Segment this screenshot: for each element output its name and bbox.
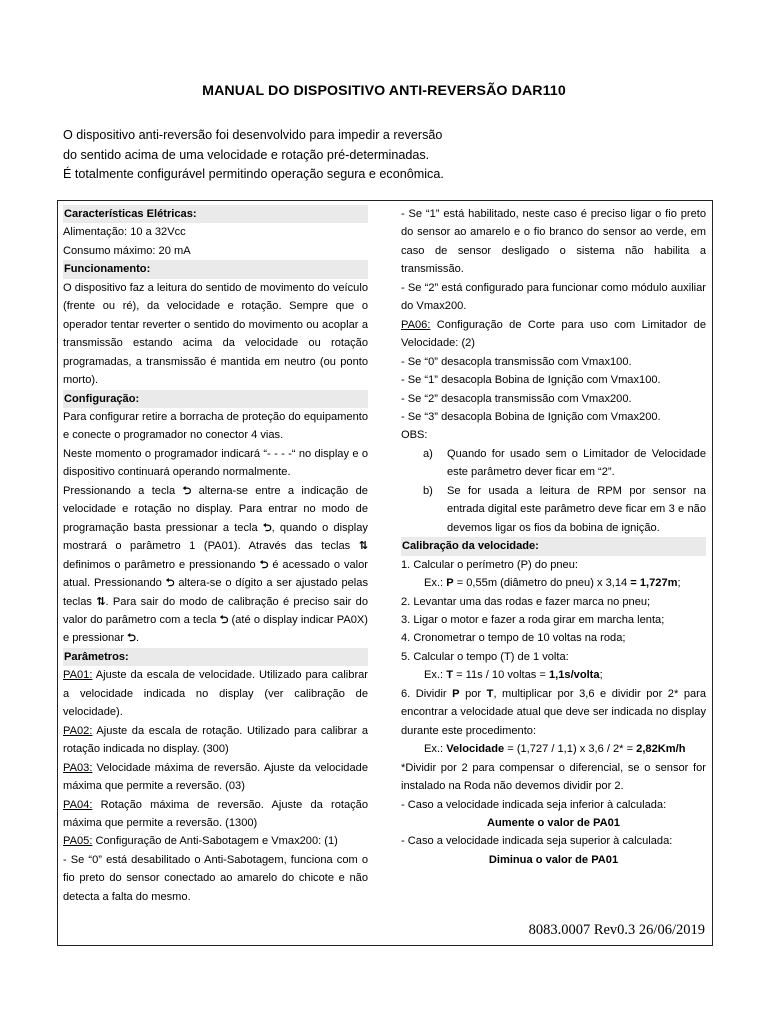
enter-key-icon: ⮌ <box>182 483 192 497</box>
section-header-eletricas: Características Elétricas: <box>63 205 368 223</box>
up-down-keys-icon: ⇅ <box>358 539 368 553</box>
example-text: P <box>446 577 454 590</box>
enter-key-icon: ⮌ <box>262 520 272 534</box>
param-pa02 <box>63 722 368 759</box>
funcionamento-text: O dispositivo faz a leitura do sentido de movimento do veículo (frente ou ré), da velocidade e rotação. Sempre que o operador tentar reverter o sentido do movimento ou acoplar a transmissão estando acima da velocidade ou rotação programadas, a transmissão é mantida em neutro (ou ponto morto). <box>63 281 368 387</box>
param-text: Velocidade máxima de reversão. Ajuste da velocidade máxima que permite a reversão. (03) <box>63 761 368 793</box>
enter-key-icon: ⮌ <box>165 576 175 590</box>
calibration-step-5: 5. Calcular o tempo (T) de 1 volta: <box>401 650 569 663</box>
config-paragraph-1: Para configurar retire a borracha de proteção do equipamento e conecte o programador no conector 4 vias. <box>63 410 368 442</box>
pa06-option: - Se “0” desacopla transmissão com Vmax100. <box>401 355 632 368</box>
left-column <box>63 205 368 906</box>
config-paragraph-2: Neste momento o programador indicará “- - - -“ no display e o dispositivo continuará operando normalmente. <box>63 447 368 479</box>
up-down-keys-icon: ⇅ <box>96 594 106 608</box>
intro-line: É totalmente configurável permitindo operação segura e econômica. <box>63 167 444 181</box>
example-text: Velocidade <box>446 743 505 756</box>
spec-alimentacao: Alimentação: 10 a 32Vcc <box>63 226 186 239</box>
divide-note: *Dividir por 2 para compensar o diferencial, se o sensor for instalado na Roda não devemos dividir por 2. <box>401 761 706 793</box>
param-pa03 <box>63 759 368 796</box>
param-pa01 <box>63 666 368 721</box>
example-result: = 1,727m <box>630 577 678 590</box>
case-lower: - Caso a velocidade indicada seja inferior à calculada: <box>401 798 667 811</box>
calibration-step-1: 1. Calcular o perímetro (P) do pneu: <box>401 558 578 571</box>
enter-key-icon: ⮌ <box>127 631 136 645</box>
enter-key-icon: ⮌ <box>259 557 269 571</box>
pa06-option: - Se “1” desacopla Bobina de Ignição com Vmax100. <box>401 374 661 387</box>
action-increase-pa01: Aumente o valor de PA01 <box>487 816 620 829</box>
param-label: PA04: <box>63 798 93 811</box>
calibration-step-3: 3. Ligar o motor e fazer a roda girar em marcha lenta; <box>401 613 665 626</box>
intro-line: O dispositivo anti-reversão foi desenvolvido para impedir a reversão <box>63 128 443 142</box>
example-text: ; <box>677 577 681 590</box>
obs-item-text: Se for usada a leitura de RPM por sensor na entrada digital este parâmetro deve ficar em 3 e não devemos ligar os fios da bobina de ignição. <box>447 484 706 534</box>
section-header-configuracao: Configuração: <box>63 390 368 408</box>
config-text: (até o display indicar PA0X) e pressionar <box>63 613 368 645</box>
example-text: = 11s / 10 voltas = <box>452 669 549 682</box>
example-text: Ex.: <box>424 669 447 682</box>
intro-line: do sentido acima de uma velocidade e rotação pré-determinadas. <box>63 147 430 162</box>
pa06-option: - Se “2” desacopla transmissão com Vmax200. <box>401 392 632 405</box>
section-header-funcionamento: Funcionamento: <box>63 260 368 278</box>
pa06-option: - Se “3” desacopla Bobina de Ignição com Vmax200. <box>401 410 661 423</box>
param-label: PA03: <box>63 761 93 774</box>
param-pa06 <box>401 316 706 353</box>
intro-paragraph <box>63 126 503 185</box>
param-text: Ajuste da escala de rotação. Utilizado para calibrar a rotação indicada no display. (300) <box>63 724 368 756</box>
param-label: PA05: <box>63 835 93 848</box>
param-text: Configuração de Corte para uso com Limitador de Velocidade: (2) <box>401 318 706 350</box>
calibration-step-4: 4. Cronometrar o tempo de 10 voltas na roda; <box>401 632 626 645</box>
calibration-step-2: 2. Levantar uma das rodas e fazer marca no pneu; <box>401 595 651 608</box>
param-text: Configuração de Anti-Sabotagem e Vmax200: (1) <box>92 835 338 848</box>
config-text: . Para sair do modo de calibração é preciso sair do valor do parâmetro com a tecla <box>63 595 369 626</box>
example-text: T <box>446 669 453 682</box>
obs-item-text: Quando for usado sem o Limitador de Velocidade este parâmetro dever ficar em “2”. <box>447 447 706 479</box>
example-text: ; <box>599 669 603 682</box>
step-text: T <box>486 687 494 700</box>
example-result: 1,1s/volta <box>548 669 600 682</box>
example-text: = 0,55m (diâmetro do pneu) x 3,14 <box>453 577 631 590</box>
spec-consumo: Consumo máximo: 20 mA <box>63 244 191 257</box>
example-speed <box>401 740 706 758</box>
example-result: 2,82Km/h <box>636 743 686 756</box>
obs-label: OBS: <box>401 429 428 442</box>
config-paragraph-3 <box>63 482 368 648</box>
config-text: altera-se o dígito a ser ajustado pelas teclas <box>63 577 368 608</box>
param-text: Rotação máxima de reversão. Ajuste da rotação máxima que permite a reversão. (1300) <box>63 798 368 829</box>
section-header-parametros: Parâmetros: <box>63 648 368 666</box>
case-higher: - Caso a velocidade indicada seja superior à calculada: <box>401 835 673 848</box>
config-text: definimos o parâmetro e pressionando <box>63 558 260 571</box>
config-text: alterna-se entre a indicação de velocidade e rotação no display. Para entrar no modo de programação basta pressionar a tecla <box>63 484 368 534</box>
step-text: , multiplicar por 3,6 e dividir por 2* para encontrar a velocidade atual que deve ser indicada no display durante este procedimento: <box>401 687 707 737</box>
step-text: 6. Dividir <box>401 687 453 700</box>
obs-item-marker: b) <box>423 484 433 497</box>
example-text: Ex.: <box>424 743 447 756</box>
config-text: é acessado o valor atual. Pressionando <box>63 558 368 590</box>
right-column <box>401 205 706 869</box>
example-text: Ex.: <box>424 577 447 590</box>
example-perimeter <box>401 574 706 592</box>
step-text: por <box>459 687 487 700</box>
param-text: Ajuste da escala de velocidade. Utilizado para calibrar a velocidade indicada no display (ver calibração de velocidade). <box>63 669 368 719</box>
example-time <box>401 666 706 684</box>
config-text: , quando o display mostrará o parâmetro 1 (PA01). Através das teclas <box>63 521 368 553</box>
param-pa05-option-1: - Se “1” está habilitado, neste caso é preciso ligar o fio preto do sensor ao amarelo e o fio branco do sensor ao verde, em caso de sensor desligado o sistema não habilita a transmissão. <box>401 208 706 276</box>
step-text: P <box>452 687 460 700</box>
obs-item-a <box>401 445 706 482</box>
param-pa05-option-0: - Se “0” está desabilitado o Anti-Sabotagem, funciona com o fio preto do sensor conectado ao amarelo do chicote e não detecta a falta do mesmo. <box>63 853 368 903</box>
param-pa05 <box>63 832 368 850</box>
action-decrease-pa01: Diminua o valor de PA01 <box>488 853 619 866</box>
param-label: PA02: <box>63 724 93 737</box>
enter-key-icon: ⮌ <box>219 612 229 626</box>
param-label: PA01: <box>63 669 93 682</box>
config-text: . <box>135 632 140 645</box>
param-label: PA06: <box>401 318 431 331</box>
obs-item-marker: a) <box>423 447 433 460</box>
calibration-step-6 <box>401 685 706 740</box>
example-text: = (1,727 / 1,1) x 3,6 / 2* = <box>504 743 637 756</box>
param-pa04 <box>63 796 368 833</box>
document-revision: 8083.0007 Rev0.3 26/06/2019 <box>528 922 705 938</box>
obs-item-b <box>401 482 706 537</box>
config-text: Pressionando a tecla <box>63 484 183 497</box>
document-title: MANUAL DO DISPOSITIVO ANTI-REVERSÃO DAR110 <box>202 83 566 99</box>
param-pa05-option-2: - Se “2” está configurado para funcionar como módulo auxiliar do Vmax200. <box>401 281 706 313</box>
section-header-calibracao: Calibração da velocidade: <box>401 537 706 555</box>
